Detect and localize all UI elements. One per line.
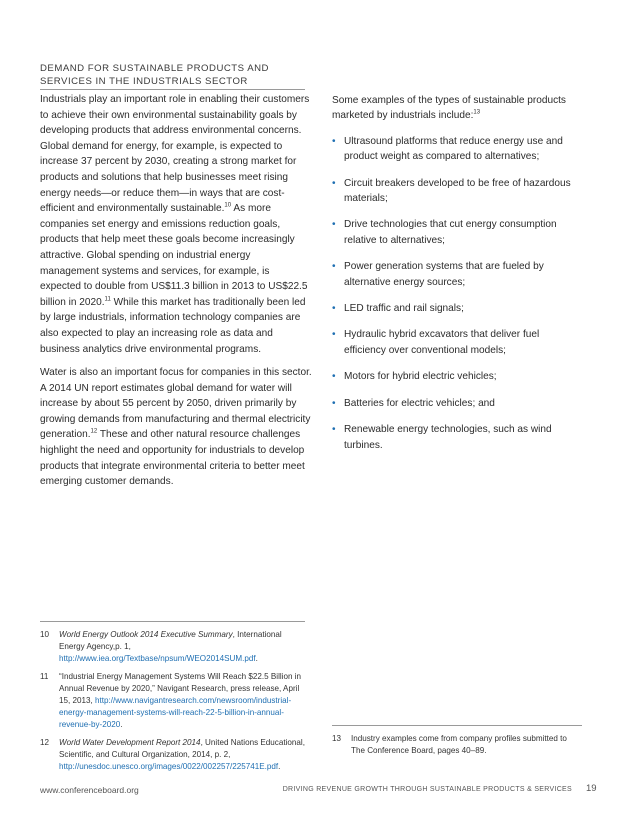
section-heading-line2: SERVICES IN THE INDUSTRIALS SECTOR	[40, 76, 248, 87]
footnote-ref-13[interactable]: 13	[473, 110, 481, 117]
footnote-12-link[interactable]: http://unesdoc.unesco.org/images/0022/002257/225741E.pdf	[59, 761, 279, 771]
list-item: • Batteries for electric vehicles; and	[332, 396, 582, 411]
bullet-icon: •	[332, 261, 336, 273]
list-item: • Drive technologies that cut energy consumption relative to alternatives;	[332, 219, 557, 246]
footer-website[interactable]: www.conferenceboard.org	[40, 785, 139, 795]
list-item: • Motors for hybrid electric vehicles;	[332, 369, 582, 384]
examples-list	[332, 134, 582, 453]
footnotes-left	[40, 629, 308, 780]
examples-intro: Some examples of the types of sustainable products marketed by industrials include:$^{13}$	[332, 95, 566, 122]
footnote-12: 12 World Water Development Report 2014, United Nations Educational, Scientific, and Cultural Organization, 2014, p. 2, http://unesdoc.unesco.org/images/0022/002257/225741E.pdf.	[40, 738, 305, 771]
footnote-divider-left	[40, 621, 305, 622]
bullet-icon: •	[332, 329, 336, 341]
bullet-icon: •	[332, 303, 336, 315]
footnote-ref-11[interactable]: 11	[104, 296, 111, 303]
section-heading-line1: DEMAND FOR SUSTAINABLE PRODUCTS AND	[40, 63, 269, 74]
footer-running-title: DRIVING REVENUE GROWTH THROUGH SUSTAINABLE PRODUCTS & SERVICES	[282, 786, 572, 793]
list-item: • Hydraulic hybrid excavators that deliver fuel efficiency over conventional models;	[332, 329, 540, 356]
footnote-10-link[interactable]: http://www.iea.org/Textbase/npsum/WEO2014SUM.pdf	[59, 653, 256, 663]
footnote-divider-right	[332, 725, 582, 726]
list-item: • Circuit breakers developed to be free of hazardous materials;	[332, 177, 571, 205]
paragraph-industrials: Industrials play an important role in enabling their customers to achieve their own environmental sustainability goals by developing products that address environmental concerns. Global demand for energy, for example, is expected to increase 37 percent by 2030, creating a strong market for products and solutions that help businesses meet rising energy needs—or reduce them—in ways that are cost-efficient and environmentally sustainable.$^{10}$ As more companies set energy and emissions reduction goals, products that help meet these goals become increasingly attractive. Global spending on industrial energy management systems and services, for example, is expected to double from US$11.3 billion in 2013 to US$22.5 billion in 2020.11 While this market has traditionally been led by large industrials, information technology companies are also expected to play an increasing role as data and business analytics drive environmental programs.	[40, 94, 310, 355]
section-heading	[40, 62, 310, 88]
footnotes-right	[332, 733, 582, 764]
paragraph-water: Water is also an important focus for companies in this sector. A 2014 UN report estimates global demand for water will increase by about 55 percent by 2050, driven primarily by growing demands from manufacturing and thermal electricity generation.$^{12}$ These and other natural resource challenges highlight the need and opportunity for industrials to develop products that integrate environmental criteria to better meet emerging customer demands.	[40, 367, 312, 488]
bullet-icon: •	[332, 424, 336, 436]
list-item: • Renewable energy technologies, such as wind turbines.	[332, 424, 552, 451]
footnote-11-link[interactable]: http://www.navigantresearch.com/newsroom/industrial-energy-management-systems-will-reach-22-5-billion-in-annual-revenue-by-2020	[59, 695, 292, 729]
list-item: • Ultrasound platforms that reduce energy use and product weight as compared to alternatives;	[332, 135, 563, 163]
list-item: • Power generation systems that are fueled by alternative energy sources;	[332, 261, 544, 288]
bullet-icon: •	[332, 397, 336, 409]
footnote-ref-12[interactable]: 12	[90, 429, 98, 436]
bullet-icon: •	[332, 219, 336, 231]
right-column	[332, 93, 582, 464]
footnote-11: 11 “Industrial Energy Management Systems Will Reach $22.5 Billion in Annual Revenue by 2020,” Navigant Research, press release, April 15, 2013, http://www.navigantresearch.com/newsroom/industrial-energy-management-systems-will-reach-22-5-billion-in-annual-revenue-by-2020.	[40, 672, 302, 729]
page-number: 19	[586, 783, 597, 794]
left-column	[40, 92, 312, 498]
footnote-ref-10[interactable]: 10	[224, 202, 232, 209]
footnote-10: 10 World Energy Outlook 2014 Executive Summary, International Energy Agency,p. 1, http://www.iea.org/Textbase/npsum/WEO2014SUM.pdf.	[40, 630, 282, 663]
bullet-icon: •	[332, 371, 336, 383]
bullet-icon: •	[332, 177, 336, 189]
list-item: • LED traffic and rail signals;	[332, 301, 582, 316]
footnote-13: 13 Industry examples come from company profiles submitted to The Conference Board, pages 40–89.	[332, 734, 567, 755]
bullet-icon: •	[332, 135, 336, 147]
heading-divider	[40, 89, 305, 90]
